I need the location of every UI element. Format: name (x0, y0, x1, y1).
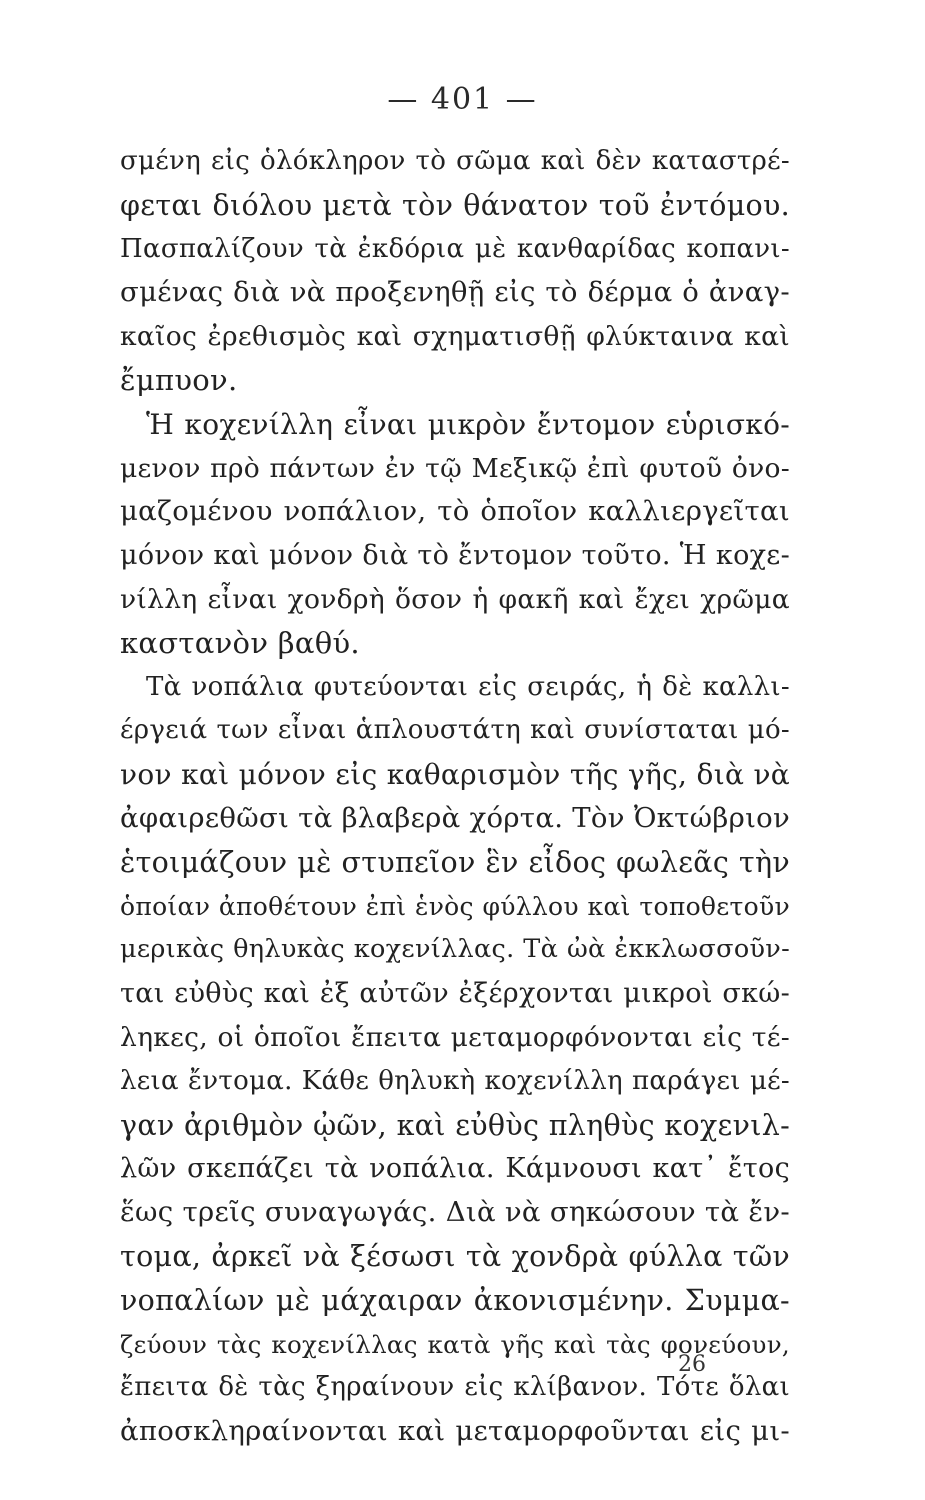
text-line: ζεύουν τὰς κοχενίλλας κατὰ γῆς καὶ τὰς φονεύουν, (120, 1329, 790, 1359)
text-line: μενον πρὸ πάντων ἐν τῷ Μεξικῷ ἐπὶ φυτοῦ ὀνο- (120, 452, 790, 484)
text-line: ἔμπυον. (120, 362, 238, 397)
text-line: γαν ἀριθμὸν ᾠῶν, καὶ εὐθὺς πληθὺς κοχενιλ- (120, 1108, 790, 1142)
text-line: ται εὐθὺς καὶ ἐξ αὐτῶν ἐξέρχονται μικροὶ σκώ- (120, 978, 790, 1010)
text-line: ἀποσκληραίνονται καὶ μεταμορφοῦνται εἰς μι- (120, 1415, 790, 1448)
text-line: μερικὰς θηλυκὰς κοχενίλλας. Τὰ ὠὰ ἐκκλωσσοῦν- (120, 934, 790, 965)
text-line: ἑτοιμάζουν μὲ στυπεῖον ἓν εἶδος φωλεᾶς τὴν (120, 845, 790, 879)
text-line: Ἡ κοχενίλλη εἶναι μικρὸν ἔντομον εὑρισκό- (146, 407, 790, 441)
text-line: καστανὸν βαθύ. (120, 625, 360, 660)
text-line: λῶν σκεπάζει τὰ νοπάλια. Κάμνουσι κατ᾽ ἔτος (120, 1153, 790, 1185)
text-line: νοπαλίων μὲ μάχαιραν ἀκονισμένην. Συμμα- (120, 1283, 790, 1317)
text-line: Τὰ νοπάλια φυτεύονται εἰς σειράς, ἡ δὲ καλλι- (146, 671, 790, 702)
text-line: τομα, ἀρκεῖ νὰ ξέσωσι τὰ χονδρὰ φύλλα τῶν (120, 1239, 790, 1273)
text-line: καῖος ἐρεθισμὸς καὶ σχηματισθῇ φλύκταινα καὶ (120, 321, 790, 353)
text-line: φεται διόλου μετὰ τὸν θάνατον τοῦ ἐντόμου. (120, 188, 790, 222)
text-line: μαζομένου νοπάλιον, τὸ ὁποῖον καλλιεργεῖται (120, 495, 790, 528)
text-line: νίλλη εἶναι χονδρὴ ὅσον ἡ φακῆ καὶ ἔχει χρῶμα (120, 583, 790, 615)
text-line: λεια ἔντομα. Κάθε θηλυκὴ κοχενίλλη παράγει μέ- (120, 1065, 790, 1096)
text-line: ἕως τρεῖς συναγωγάς. Διὰ νὰ σηκώσουν τὰ ἔν- (120, 1196, 790, 1229)
text-line: έργειά των εἶναι ἁπλουστάτη καὶ συνίσταται μό- (120, 715, 790, 746)
text-line: ληκες, οἱ ὁποῖοι ἔπειτα μεταμορφόνονται εἰς τέ- (120, 1021, 790, 1053)
text-line: ἀφαιρεθῶσι τὰ βλαβερὰ χόρτα. Τὸν Ὀκτώβριον (120, 801, 791, 834)
text-line: μόνον καὶ μόνον διὰ τὸ ἔντομον τοῦτο. Ἡ κοχε- (120, 540, 790, 572)
page-number: — 401 — (387, 82, 538, 117)
text-line: νον καὶ μόνον εἰς καθαρισμὸν τῆς γῆς, διὰ νὰ (120, 758, 790, 792)
text-line: ἔπειτα δὲ τὰς ξηραίνουν εἰς κλίβανον. Τότε ὅλαι (120, 1372, 790, 1403)
text-line: ὁποίαν ἀποθέτουν ἐπὶ ἑνὸς φύλλου καὶ τοποθετοῦν (120, 891, 790, 921)
text-line: σμένη εἰς ὁλόκληρον τὸ σῶμα καὶ δὲν καταστρέ- (120, 146, 790, 176)
text-line: Πασπαλίζουν τὰ ἐκδόρια μὲ κανθαρίδας κοπανι- (120, 233, 790, 264)
signature-mark: 26 (678, 1352, 706, 1377)
body-text (120, 140, 790, 1454)
text-line: σμένας διὰ νὰ προξενηθῇ εἰς τὸ δέρμα ὁ ἀναγ- (120, 276, 790, 309)
